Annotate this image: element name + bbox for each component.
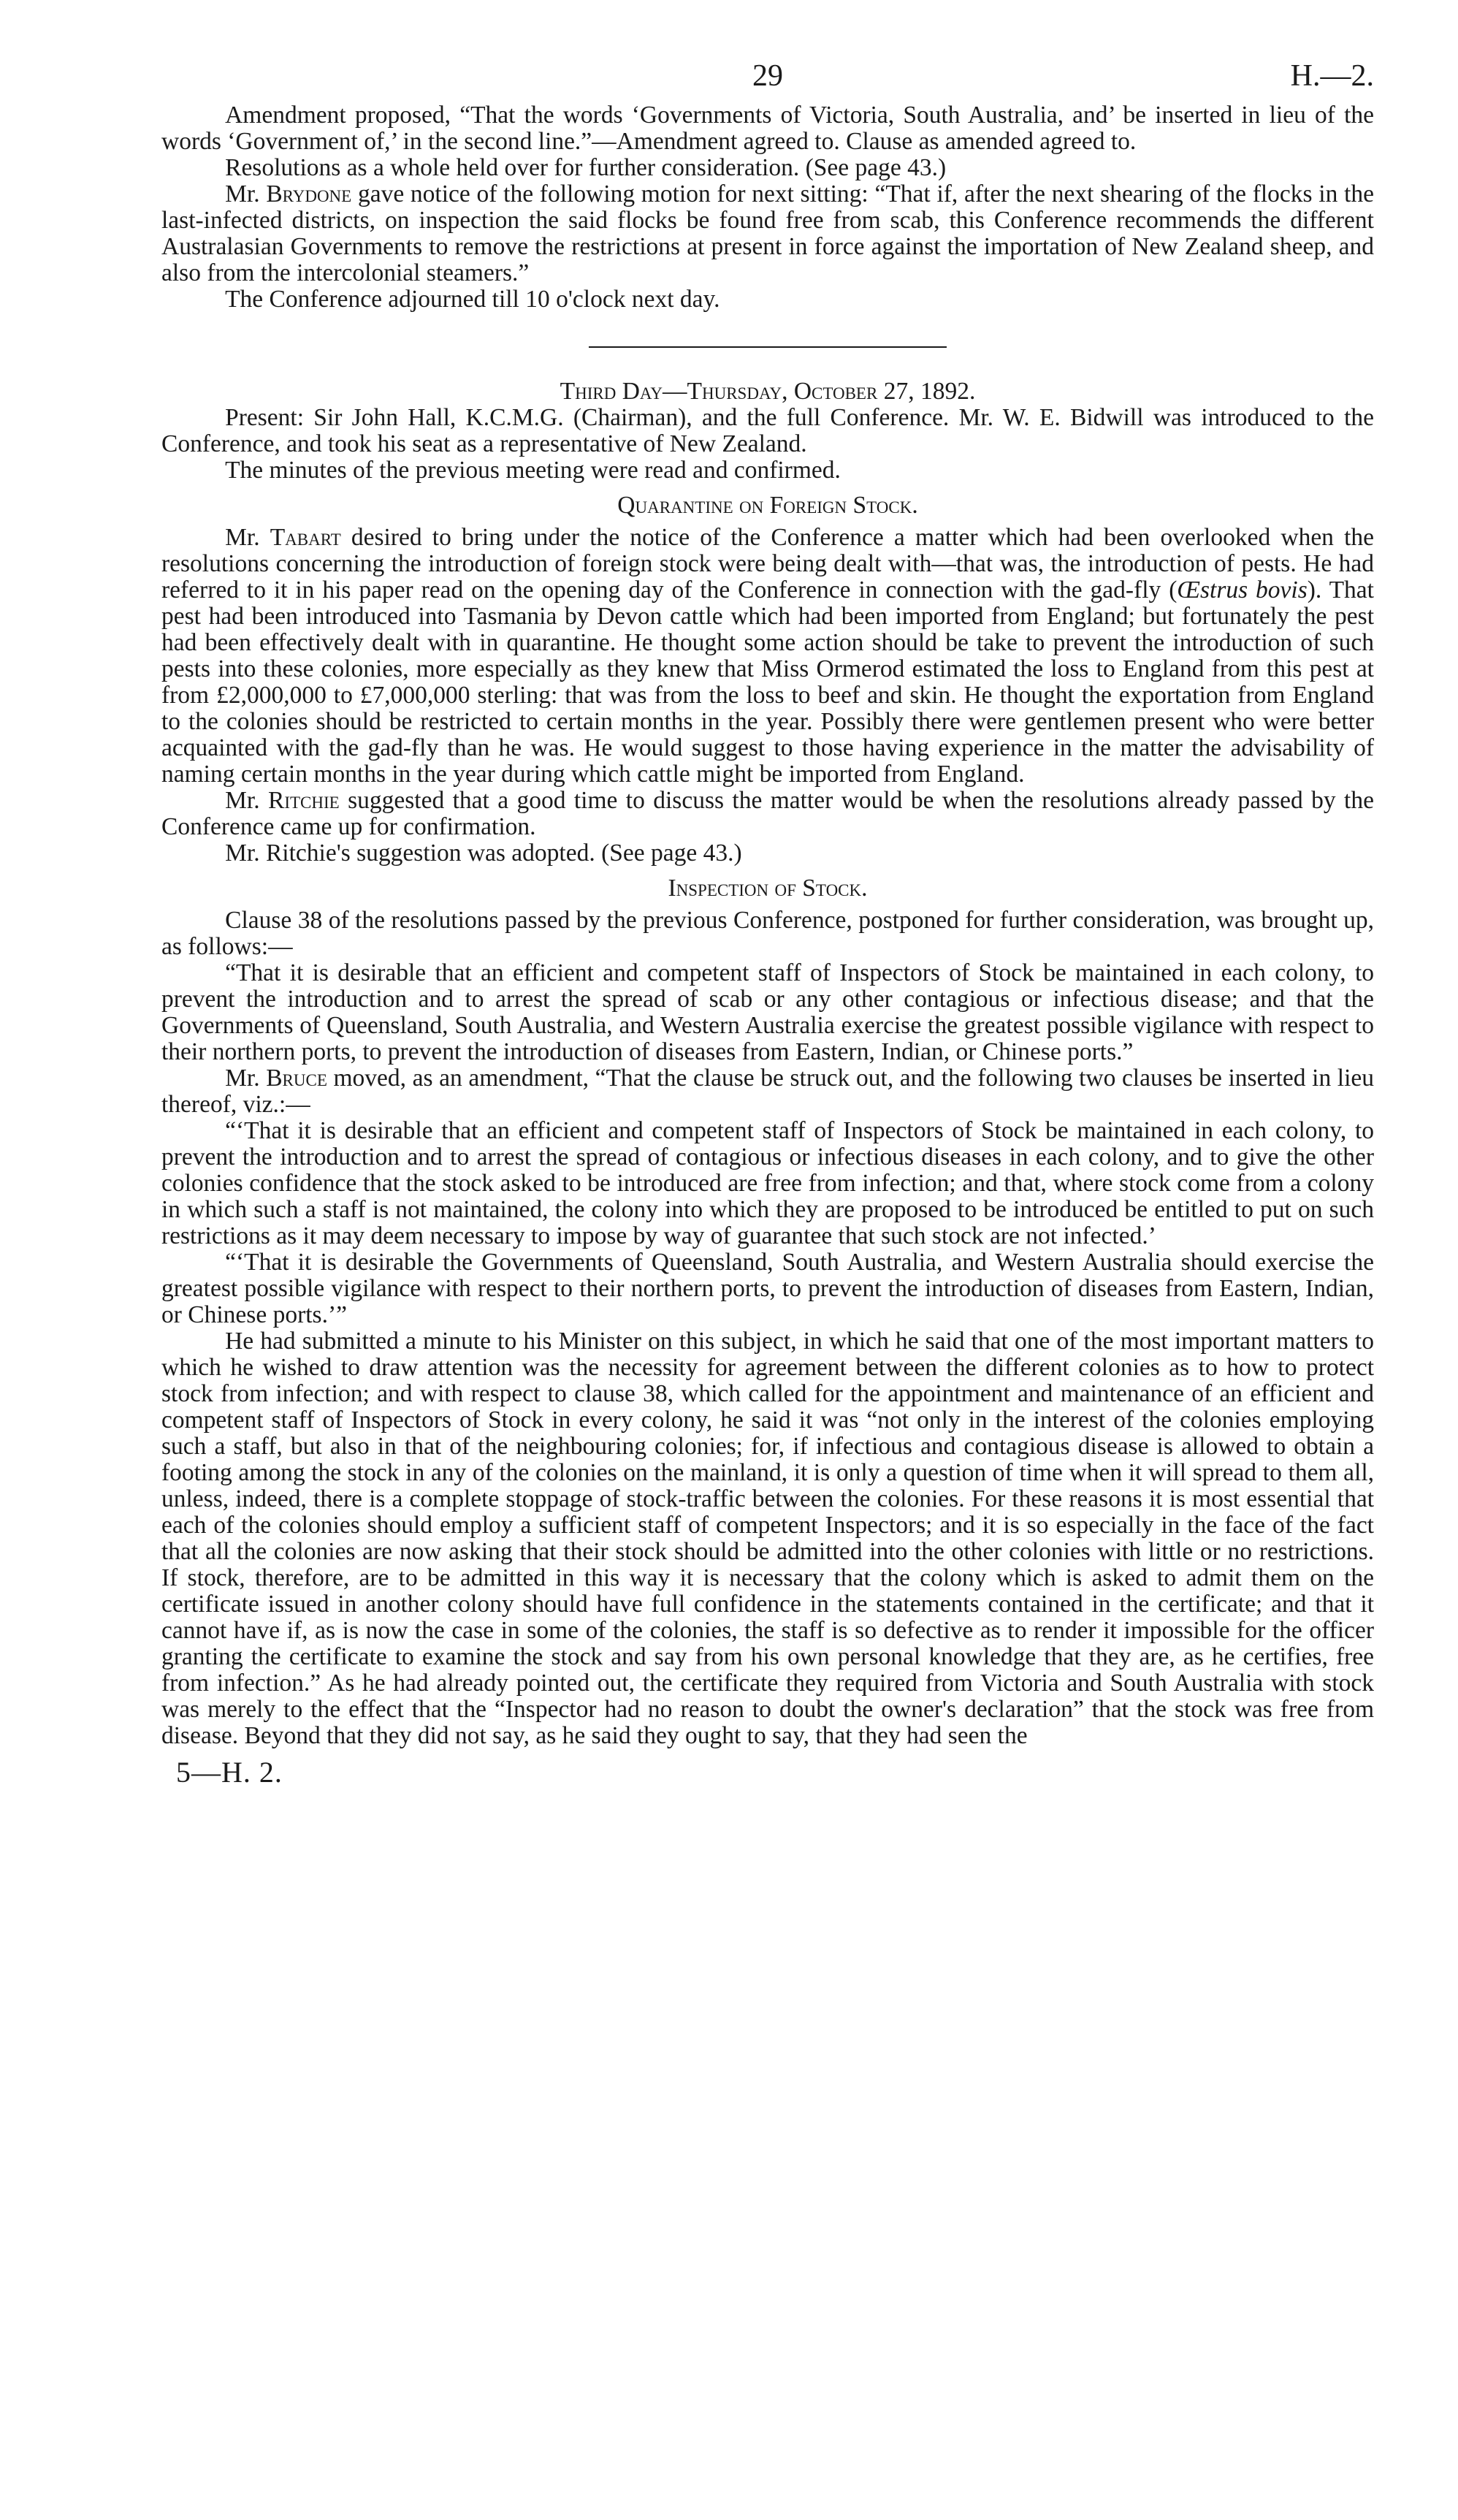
section-heading-inspection: Inspection of Stock. — [668, 875, 868, 902]
paragraph-clause-38 — [161, 907, 1374, 960]
paragraph-minutes — [161, 457, 1374, 484]
page-number: 29 — [752, 59, 783, 93]
paragraph-bruce-amendment — [161, 1065, 1374, 1118]
paragraph-text: gave notice of the following motion for next sitting: “That if, after the next shearing of the flocks in the last-infected districts, on inspection the said flocks be found free from scab, this Conference recommends the different Australasian Governments to remove the restrictions at present in force against the importation of New Zealand sheep, and also from the intercolonial steamers.” — [161, 180, 1375, 286]
speaker-name: Bruce — [266, 1065, 327, 1092]
date-label: 27, 1892. — [883, 378, 976, 405]
paragraph-text: “‘That it is desirable the Governments of Queensland, South Australia, and Western Australia should exercise the greatest possible vigilance with respect to their northern ports, to prevent the introduction of diseases from Eastern, Indian, or Chinese ports.’” — [161, 1249, 1374, 1328]
paragraph-text: moved, as an amendment, “That the clause be struck out, and the following two clauses be inserted in lieu thereof, viz.:— — [161, 1065, 1375, 1118]
paragraph-brydone-motion — [161, 181, 1374, 286]
speaker-name: Tabart — [270, 524, 341, 551]
paragraph-text: desired to bring under the notice of the Conference a matter which had been overlooked when the resolutions concerning the introduction of foreign stock were being dealt with—that was, the introduction of pests. He had referred to it in his paper read on the opening day of the Conference in connection with the gad-fly ( — [161, 524, 1375, 604]
paragraph-tabart — [161, 525, 1374, 788]
paragraph-text: He had submitted a minute to his Minister on this subject, in which he said that one of the most important matters to which he wished to draw attention was the necessity for agreement between the different colonies as to how to protect stock from infection; and with respect to clause 38, which called for the appointment and maintenance of an efficient and competent staff of Inspectors of Stock in every colony, he said it was “not only in the interest of the colonies employing such a staff, but also in that of the neighbouring colonies; for, if infectious and contagious disease is allowed to obtain a footing among the stock in any of the colonies on the mainland, it is only a question of time when it will spread to them all, unless, indeed, there is a complete stoppage of stock-traffic between the colonies. For these reasons it is most essential that each of the colonies should employ a sufficient staff of competent Inspectors; and it is so especially in the face of the fact that all the colonies are now asking that their stock should be admitted into the other colonies with little or no restrictions. If stock, therefore, are to be admitted in this way it is necessary that the colony which is asked to admit them on the certificate issued in another colony should have full confidence in the statements contained in the certificate; and that it cannot have if, as is now the case in some of the colonies, the staff is so defective as to render it impossible for the officer granting the certificate to examine the stock and say from his own personal knowledge that they are, as he certifies, free from infection.” As he had already pointed out, the certificate they required from Victoria and South Australia with stock was merely to the effect that the “Inspector had no reason to doubt the owner's declaration” that the stock was free from disease. Beyond that they did not say, as he said they ought to say, that they had seen the — [161, 1328, 1374, 1749]
paragraph-present — [161, 405, 1374, 457]
paragraph-text: “That it is desirable that an efficient and competent staff of Inspectors of Stock be maintained in each colony, to prevent the introduction and to arrest the spread of scab or any other contagious or infectious disease; and that the Governments of Queensland, South Australia, and Western Australia exercise the greatest possible vigilance with respect to their northern ports, to prevent the introduction of diseases from Eastern, Indian, or Chinese ports.” — [161, 959, 1374, 1065]
speaker-prefix: Mr. — [225, 524, 260, 551]
paragraph-text: suggested that a good time to discuss the matter would be when the resolutions already passed by the Conference came up for confirmation. — [161, 787, 1374, 840]
section-divider — [589, 346, 947, 348]
paragraph-clause-38-text — [161, 960, 1374, 1065]
page-header — [161, 51, 1374, 102]
month-label: October — [793, 378, 878, 405]
paragraph-ritchie — [161, 788, 1374, 840]
paragraph-amended-clause-2 — [161, 1249, 1374, 1328]
paragraph-text: The Conference adjourned till 10 o'clock next day. — [225, 286, 720, 313]
section-heading-quarantine: Quarantine on Foreign Stock. — [617, 492, 918, 519]
paragraph-text: Present: Sir John Hall, K.C.M.G. (Chairman), and the full Conference. Mr. W. E. Bidwill was introduced to the Conference, and took his seat as a representative of New Zealand. — [161, 404, 1374, 457]
paragraph-ritchie-adopted — [161, 840, 1374, 867]
document-reference: H.—2. — [1290, 59, 1374, 93]
paragraph-text: Amendment proposed, “That the words ‘Governments of Victoria, South Australia, and’ be inserted in lieu of the words ‘Government of,’ in the second line.”—Amendment agreed to. Clause as amended agreed to. — [161, 102, 1374, 155]
speaker-name: Brydone — [266, 180, 352, 208]
paragraph-amended-clause-1 — [161, 1118, 1374, 1249]
speaker-prefix: Mr. — [225, 787, 260, 814]
day-label: Third Day — [560, 378, 663, 405]
paragraph-text: Mr. Ritchie's suggestion was adopted. (See page 43.) — [225, 840, 742, 867]
paragraph-text: Resolutions as a whole held over for further consideration. (See page 43.) — [225, 154, 947, 181]
document-page — [161, 51, 1374, 1789]
speaker-name: Ritchie — [267, 787, 340, 814]
weekday-label: Thursday — [687, 378, 782, 405]
paragraph-adjourned — [161, 286, 1374, 313]
paragraph-text: “‘That it is desirable that an efficient and competent staff of Inspectors of Stock be maintained in each colony, to prevent the introduction and to arrest the spread of contagious or infectious diseases in each colony, and to give the other colonies confidence that the stock asked to be introduced are free from infection; and that, where stock come from a colony in which such a staff is not maintained, the colony into which they are proposed to be introduced be entitled to put on such restrictions as it may deem necessary to impose by way of guarantee that such stock are not infected.’ — [161, 1117, 1374, 1249]
paragraph-text: The minutes of the previous meeting were read and confirmed. — [225, 457, 841, 484]
paragraph-minute-to-minister — [161, 1328, 1374, 1749]
speaker-prefix: Mr. — [225, 180, 260, 208]
speaker-prefix: Mr. — [225, 1065, 260, 1092]
italic-term: Œstrus bovis — [1177, 576, 1308, 604]
paragraph-text: Clause 38 of the resolutions passed by the previous Conference, postponed for further consideration, was brought up, as follows:— — [161, 907, 1374, 960]
paragraph-resolutions-held — [161, 155, 1374, 181]
day-heading: Third Day—Thursday, October 27, 1892. — [560, 378, 976, 405]
paragraph-text: ). That pest had been introduced into Tasmania by Devon cattle which had been imported from England; but fortunately the pest had been effectively dealt with in quarantine. He thought some action should be take to prevent the introduction of such pests into these colonies, more especially as they knew that Miss Ormerod estimated the loss to England from this pest at from £2,000,000 to £7,000,000 sterling: that was from the loss to beef and skin. He thought the exportation from England to the colonies should be restricted to certain months in the year. Possibly there were gentlemen present who were better acquainted with the gad-fly than he was. He would suggest to those having experience in the matter the advisability of naming certain months in the year during which cattle might be imported from England. — [161, 576, 1374, 788]
paragraph-amendment — [161, 102, 1374, 155]
signature-mark: 5—H. 2. — [176, 1756, 283, 1789]
